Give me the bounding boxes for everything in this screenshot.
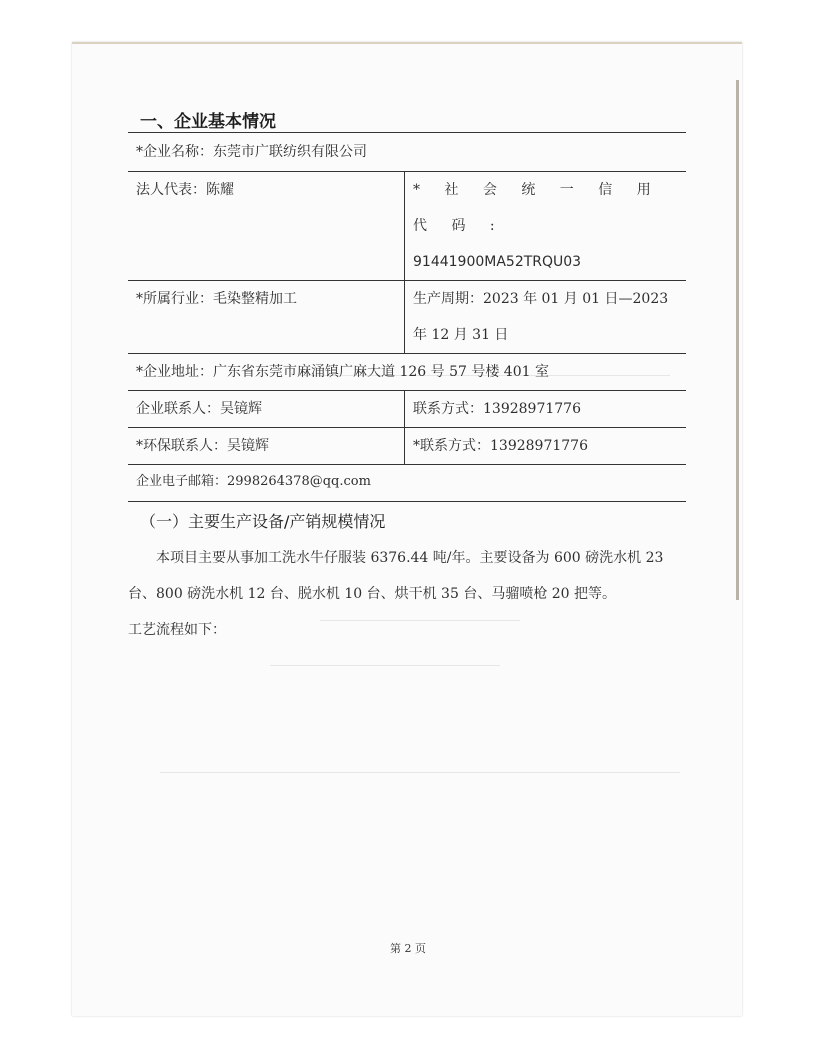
bleed-through-line xyxy=(160,772,680,773)
legal-rep-cell: 法人代表：陈耀 xyxy=(128,172,405,281)
production-period-cell xyxy=(405,281,687,354)
table-row xyxy=(128,133,686,172)
email-cell: 企业电子邮箱：2998264378@qq.com xyxy=(128,465,686,502)
production-period-line2: 年 12 月 31 日 xyxy=(413,327,509,343)
credit-code-label: * 社 会 统 一 信 用 代 码 : xyxy=(413,182,661,234)
credit-code-cell xyxy=(405,172,687,281)
env-phone-cell: *联系方式：13928971776 xyxy=(405,428,687,465)
table-row xyxy=(128,465,686,502)
production-period-line1: 生产周期：2023 年 01 月 01 日—2023 xyxy=(413,291,669,307)
page-edge-shadow xyxy=(736,80,739,600)
credit-code-value: 91441900MA52TRQU03 xyxy=(413,254,582,270)
bleed-through-line xyxy=(270,665,500,666)
contact-cell: 企业联系人：吴镜辉 xyxy=(128,391,405,428)
address-cell: *企业地址：广东省东莞市麻涌镇广麻大道 126 号 57 号楼 401 室 xyxy=(128,354,686,391)
table-row xyxy=(128,354,686,391)
table-row xyxy=(128,281,686,354)
page-number: 第 2 页 xyxy=(390,942,426,955)
company-name-cell: *企业名称：东莞市广联纺织有限公司 xyxy=(128,133,686,172)
table-row xyxy=(128,391,686,428)
section-heading: 一、企业基本情况 xyxy=(140,112,276,132)
enterprise-info-table xyxy=(128,132,686,502)
contact-phone-cell: 联系方式：13928971776 xyxy=(405,391,687,428)
env-contact-cell: *环保联系人：吴镜辉 xyxy=(128,428,405,465)
industry-cell: *所属行业：毛染整精加工 xyxy=(128,281,405,354)
process-flow-intro: 工艺流程如下： xyxy=(128,622,226,638)
table-row xyxy=(128,428,686,465)
body-paragraph: 本项目主要从事加工洗水牛仔服装 6376.44 吨/年。主要设备为 600 磅洗水机 23 台、800 磅洗水机 12 台、脱水机 10 台、烘干机 35 台、马骝喷枪 20 把等。 xyxy=(128,550,664,602)
table-row xyxy=(128,172,686,281)
subsection-heading: （一）主要生产设备/产销规模情况 xyxy=(140,512,386,531)
